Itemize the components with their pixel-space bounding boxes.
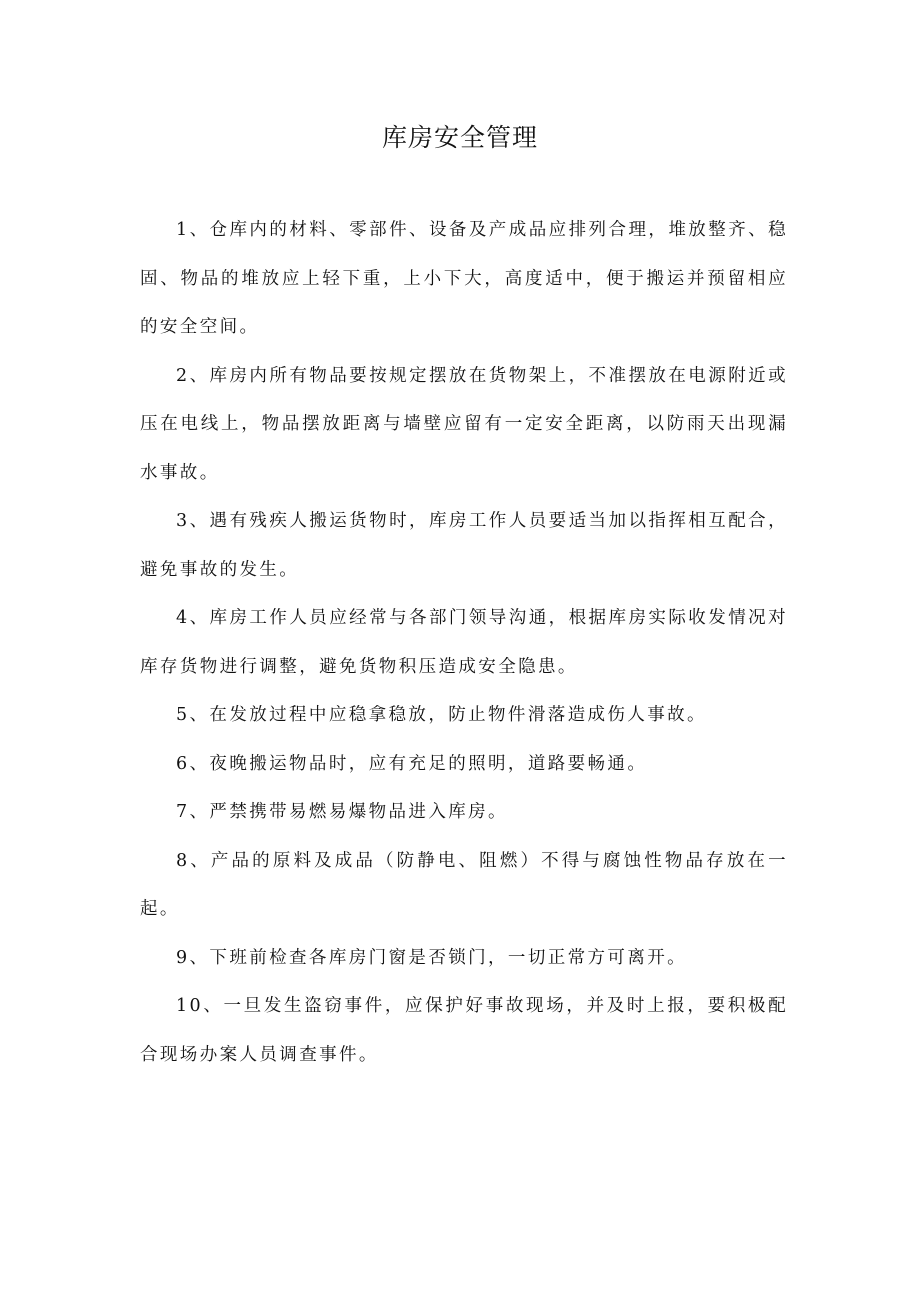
document-title: 库房安全管理 bbox=[381, 123, 538, 152]
paragraph-9: 9、下班前检查各库房门窗是否锁门，一切正常方可离开。 bbox=[176, 947, 688, 968]
paragraph-10: 10、一旦发生盗窃事件，应保护好事故现场，并及时上报，要积极配合现场办案人员调查事件。 bbox=[140, 996, 788, 1065]
paragraph-3: 3、遇有残疾人搬运货物时，库房工作人员要适当加以指挥相互配合，避免事故的发生。 bbox=[140, 511, 788, 580]
paragraph-8: 8、产品的原料及成品（防静电、阻燃）不得与腐蚀性物品存放在一起。 bbox=[140, 850, 788, 919]
paragraph-6: 6、夜晚搬运物品时，应有充足的照明，道路要畅通。 bbox=[176, 753, 648, 774]
paragraph-4: 4、库房工作人员应经常与各部门领导沟通，根据库房实际收发情况对库存货物进行调整，避免货物积压造成安全隐患。 bbox=[140, 608, 788, 677]
paragraph-7: 7、严禁携带易燃易爆物品进入库房。 bbox=[176, 802, 508, 822]
document-body bbox=[140, 206, 788, 1079]
paragraph-5: 5、在发放过程中应稳拿稳放，防止物件滑落造成伤人事故。 bbox=[176, 705, 707, 725]
paragraph-2: 2、库房内所有物品要按规定摆放在货物架上，不准摆放在电源附近或压在电线上，物品摆放距离与墙壁应留有一定安全距离，以防雨天出现漏水事故。 bbox=[140, 365, 788, 483]
paragraph-1: 1、仓库内的材料、零部件、设备及产成品应排列合理，堆放整齐、稳固、物品的堆放应上轻下重，上小下大，高度适中，便于搬运并预留相应的安全空间。 bbox=[140, 220, 788, 337]
